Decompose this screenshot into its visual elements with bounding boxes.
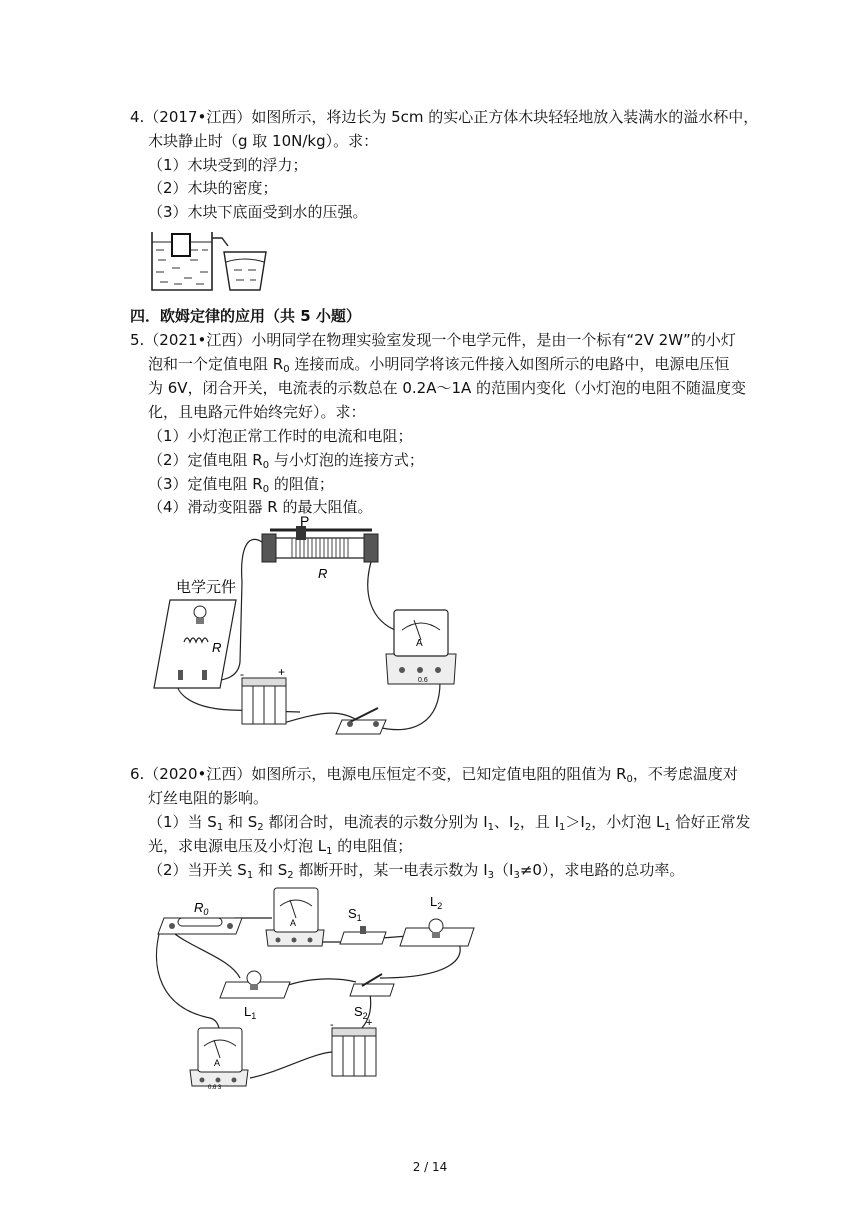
label-plus: + [366,1017,373,1029]
q5-sub4: （4）滑动变阻器 R 的最大阻值。 [148,498,373,516]
q5-switch [336,708,386,734]
r0-resistor [158,918,242,934]
label-minus: - [330,1019,334,1031]
q6-ammeter-bottom [190,1028,248,1086]
label-p: P [300,513,310,529]
label-scale: 0.6 [418,677,428,684]
rheostat [262,526,378,562]
q4-sub1: （1）木块受到的浮力； [148,156,308,174]
label-l2: $L_2$ [430,894,443,911]
q6-ammeter-top-label: A [290,918,297,928]
q5-sub1: （1）小灯泡正常工作时的电流和电阻； [148,427,413,445]
label-l1: $L_1$ [244,1004,257,1021]
label-r-board: R [212,640,222,655]
q6-sub2: （2）当开关 $S_1$ 和 $S_2$ 都断开时，某一电表示数为 $I_3(I_3\ne 0)$，求电路的总功率。 [148,861,685,881]
q6-scale-label: 0.6 3 [208,1085,222,1090]
page-number: 2 / 14 [412,1160,448,1174]
q4-sub3: （3）木块下底面受到水的压强。 [148,203,368,221]
q5-line1: 5.（2021•江西）小明同学在物理实验室发现一个电学元件，是由一个标有“2V 2W”的小灯 [130,331,736,349]
section-heading: 四．欧姆定律的应用（共 5 小题） [130,307,361,325]
q6-ammeter-bottom-label: A [214,1058,221,1068]
label-plus: + [278,665,286,679]
q4-line2: 木块静止时（g 取 10N/kg）。求： [148,132,379,150]
q6-line2: 灯丝电阻的影响。 [148,789,269,807]
q6-battery [332,1028,376,1076]
q6-sub1-line2: 光，求电源电压及小灯泡 $L_1$ 的电阻值； [148,837,413,857]
label-r: R [318,566,328,581]
q4-figure-overflow-cup [146,228,272,292]
q6-ammeter-top [266,888,324,946]
lamp-l2 [400,919,474,946]
switch-s2 [350,974,394,996]
label-r0: $R_0$ [194,900,209,917]
label-s2: $S_2$ [354,1004,368,1021]
q4-line1: 4.（2017•江西）如图所示，将边长为 5cm 的实心正方体木块轻轻地放入装满水的溢水杯中， [130,108,759,126]
q5-line3: 为 6V，闭合开关，电流表的示数总在 0.2A～1A 的范围内变化（小灯泡的电阻不随温度变 [148,379,747,397]
q6-circuit-figure [150,878,480,1090]
label-minus: - [240,667,244,681]
q5-circuit-figure [150,512,470,756]
q5-line4: 化，且电路元件始终完好）。求： [148,403,366,421]
lamp-l1 [220,971,290,998]
q4-sub2: （2）木块的密度； [148,179,278,197]
q6-line1: 6.（2020•江西）如图所示，电源电压恒定不变，已知定值电阻的阻值为 $R_0$，不考虑温度对 [130,765,738,785]
label-ammeter: A [416,638,423,649]
label-component: 电学元件 [176,579,237,596]
q6-sub1-line1: （1）当 $S_1$ 和 $S_2$ 都闭合时，电流表的示数分别为 $I_1$、$I_2$，且 $I_1>I_2$，小灯泡 $L_1$ 恰好正常发 [148,813,751,833]
battery [242,678,286,724]
q5-sub3: （3）定值电阻 $R_0$ 的阻值； [148,475,334,495]
q5-sub2: （2）定值电阻 $R_0$ 与小灯泡的连接方式； [148,451,424,471]
label-s1: $S_1$ [348,906,362,923]
switch-s1 [340,926,386,944]
q5-line2: 泡和一个定值电阻 $R_0$ 连接而成。小明同学将该元件接入如图所示的电路中，电源电压恒 [148,355,730,375]
